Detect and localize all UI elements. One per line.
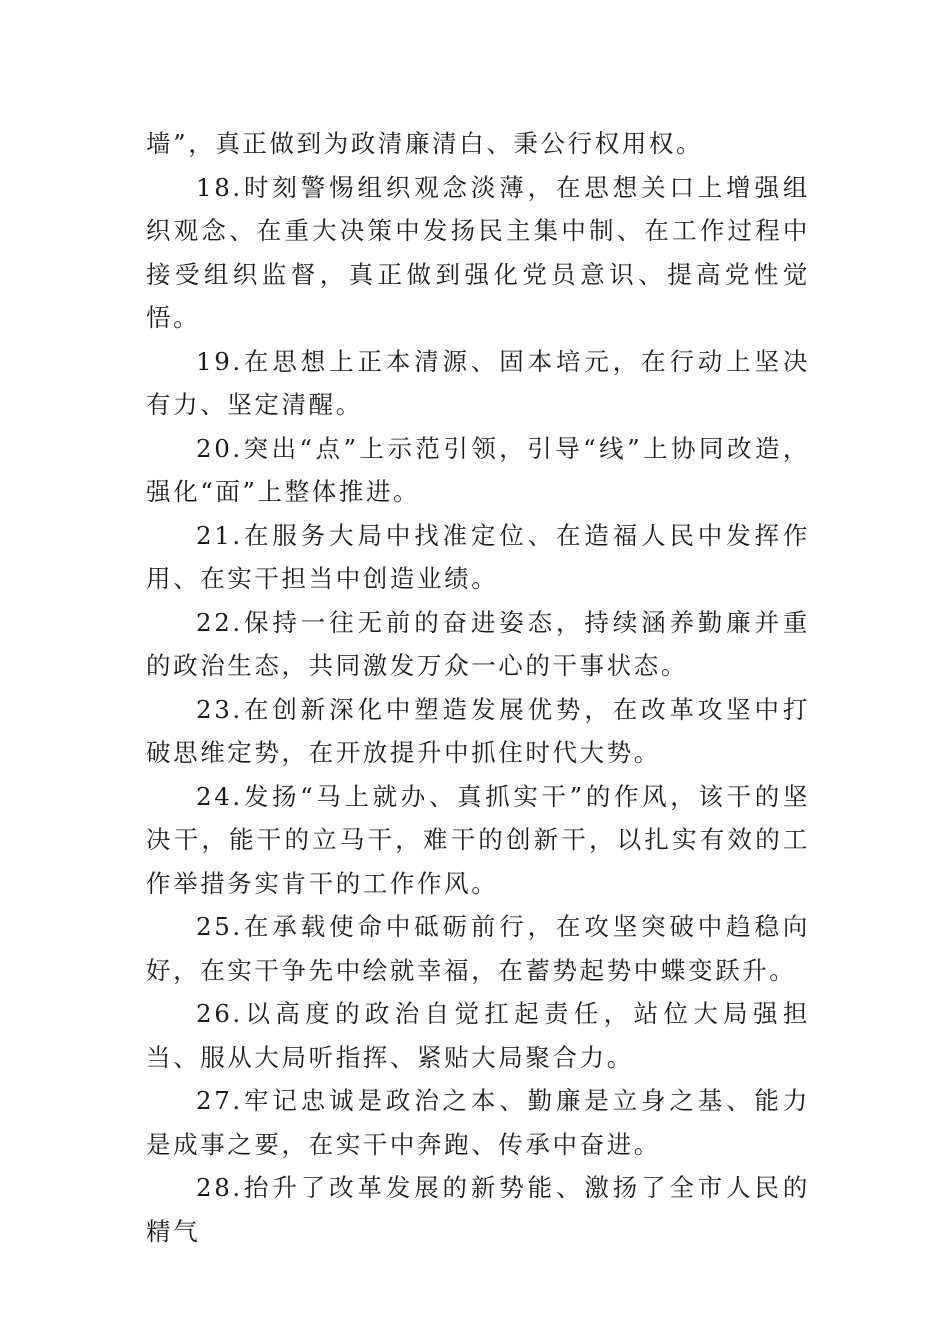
paragraph-21: 21.在服务大局中找准定位、在造福人民中发挥作用、在实干担当中创造业绩。: [146, 520, 810, 593]
paragraph-28: 28.抬升了改革发展的新势能、激扬了全市人民的精气: [146, 1173, 810, 1246]
paragraph-22: 22.保持一往无前的奋进姿态，持续涵养勤廉并重的政治生态，共同激发万众一心的干事状态。: [146, 607, 810, 680]
paragraph-continuation: 墙”，真正做到为政清廉清白、秉公行权用权。: [146, 129, 704, 158]
paragraph-27: 27.牢记忠诚是政治之本、勤廉是立身之基、能力是成事之要，在实干中奔跑、传承中奋进。: [146, 1086, 810, 1159]
paragraph-24: 24.发扬“马上就办、真抓实干”的作风，该干的坚决干，能干的立马干，难干的创新干，以扎实有效的工作举措务实肯干的工作作风。: [146, 781, 810, 898]
paragraph-18: 18.时刻警惕组织观念淡薄，在思想关口上增强组织观念、在重大决策中发扬民主集中制、在工作过程中接受组织监督，真正做到强化党员意识、提高党性觉悟。: [146, 172, 810, 332]
paragraph-20: 20.突出“点”上示范引领，引导“线”上协同改造，强化“面”上整体推进。: [146, 433, 810, 506]
paragraph-19: 19.在思想上正本清源、固本培元，在行动上坚决有力、坚定清醒。: [146, 346, 810, 419]
paragraph-26: 26.以高度的政治自觉扛起责任，站位大局强担当、服从大局听指挥、紧贴大局聚合力。: [146, 999, 810, 1072]
paragraph-25: 25.在承载使命中砥砺前行，在攻坚突破中趋稳向好，在实干争先中绘就幸福，在蓄势起势中蝶变跃升。: [146, 912, 810, 985]
paragraph-23: 23.在创新深化中塑造发展优势，在改革攻坚中打破思维定势，在开放提升中抓住时代大势。: [146, 694, 810, 767]
document-body: [146, 122, 810, 1253]
